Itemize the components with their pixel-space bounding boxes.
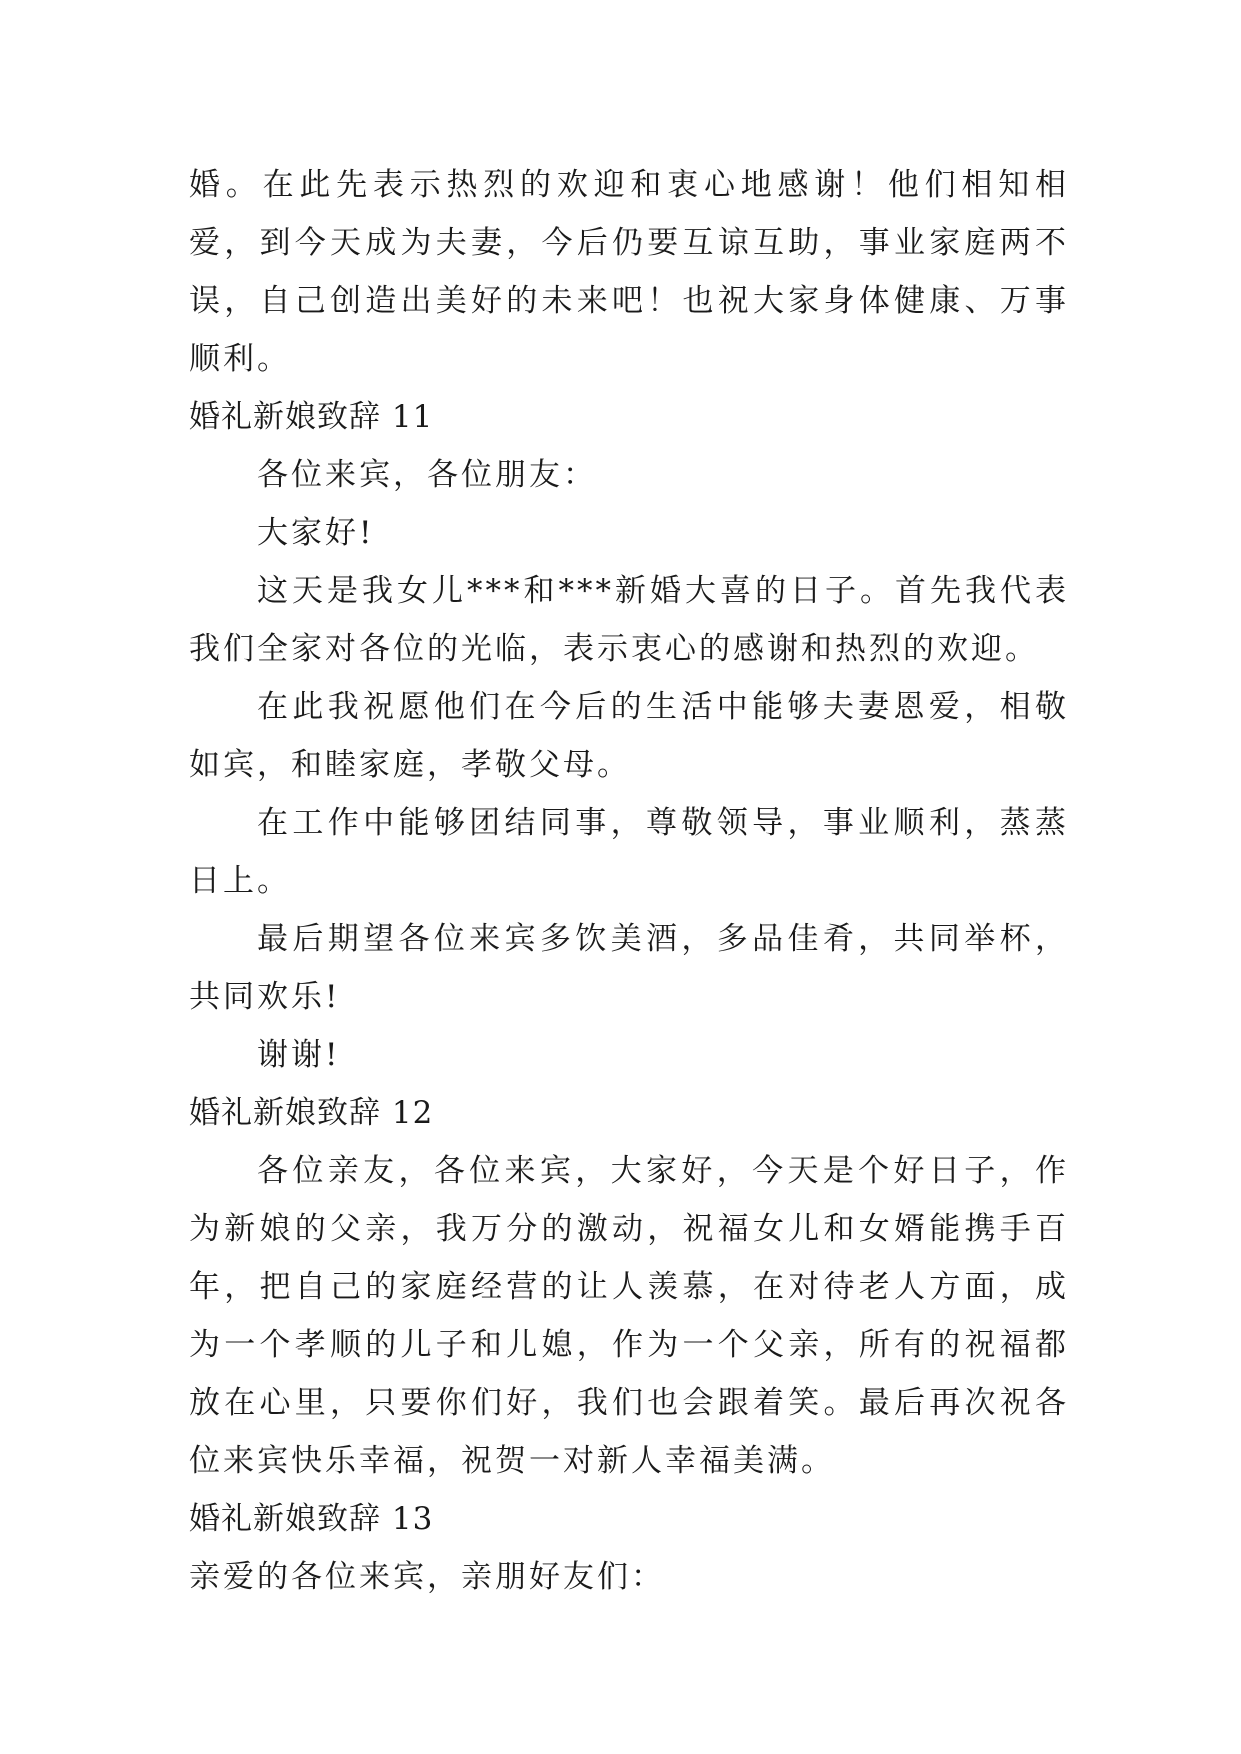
paragraph: 这天是我女儿***和***新婚大喜的日子。首先我代表我们全家对各位的光临，表示衷心的感谢和热烈的欢迎。 bbox=[189, 573, 1069, 667]
paragraph: 最后期望各位来宾多饮美酒，多品佳肴，共同举杯，共同欢乐! bbox=[189, 921, 1069, 1015]
paragraph: 在此我祝愿他们在今后的生活中能够夫妻恩爱，相敬如宾，和睦家庭，孝敬父母。 bbox=[189, 689, 1069, 783]
document-body bbox=[189, 156, 1069, 1606]
section-heading: 婚礼新娘致辞 12 bbox=[189, 1095, 434, 1131]
paragraph: 大家好! bbox=[257, 515, 375, 551]
paragraph: 亲爱的各位来宾，亲朋好友们： bbox=[189, 1559, 665, 1595]
section-heading: 婚礼新娘致辞 11 bbox=[189, 399, 434, 435]
section-heading: 婚礼新娘致辞 13 bbox=[189, 1501, 434, 1537]
paragraph: 各位来宾，各位朋友： bbox=[257, 457, 597, 493]
paragraph: 在工作中能够团结同事，尊敬领导，事业顺利，蒸蒸日上。 bbox=[189, 805, 1069, 899]
paragraph: 谢谢! bbox=[257, 1037, 341, 1073]
paragraph: 各位亲友，各位来宾，大家好，今天是个好日子，作为新娘的父亲，我万分的激动，祝福女儿和女婿能携手百年，把自己的家庭经营的让人羡慕，在对待老人方面，成为一个孝顺的儿子和儿媳，作为一个父亲，所有的祝福都放在心里，只要你们好，我们也会跟着笑。最后再次祝各位来宾快乐幸福，祝贺一对新人幸福美满。 bbox=[189, 1153, 1069, 1479]
paragraph: 婚。在此先表示热烈的欢迎和衷心地感谢！他们相知相爱，到今天成为夫妻，今后仍要互谅互助，事业家庭两不误，自己创造出美好的未来吧！也祝大家身体健康、万事顺利。 bbox=[189, 167, 1069, 377]
